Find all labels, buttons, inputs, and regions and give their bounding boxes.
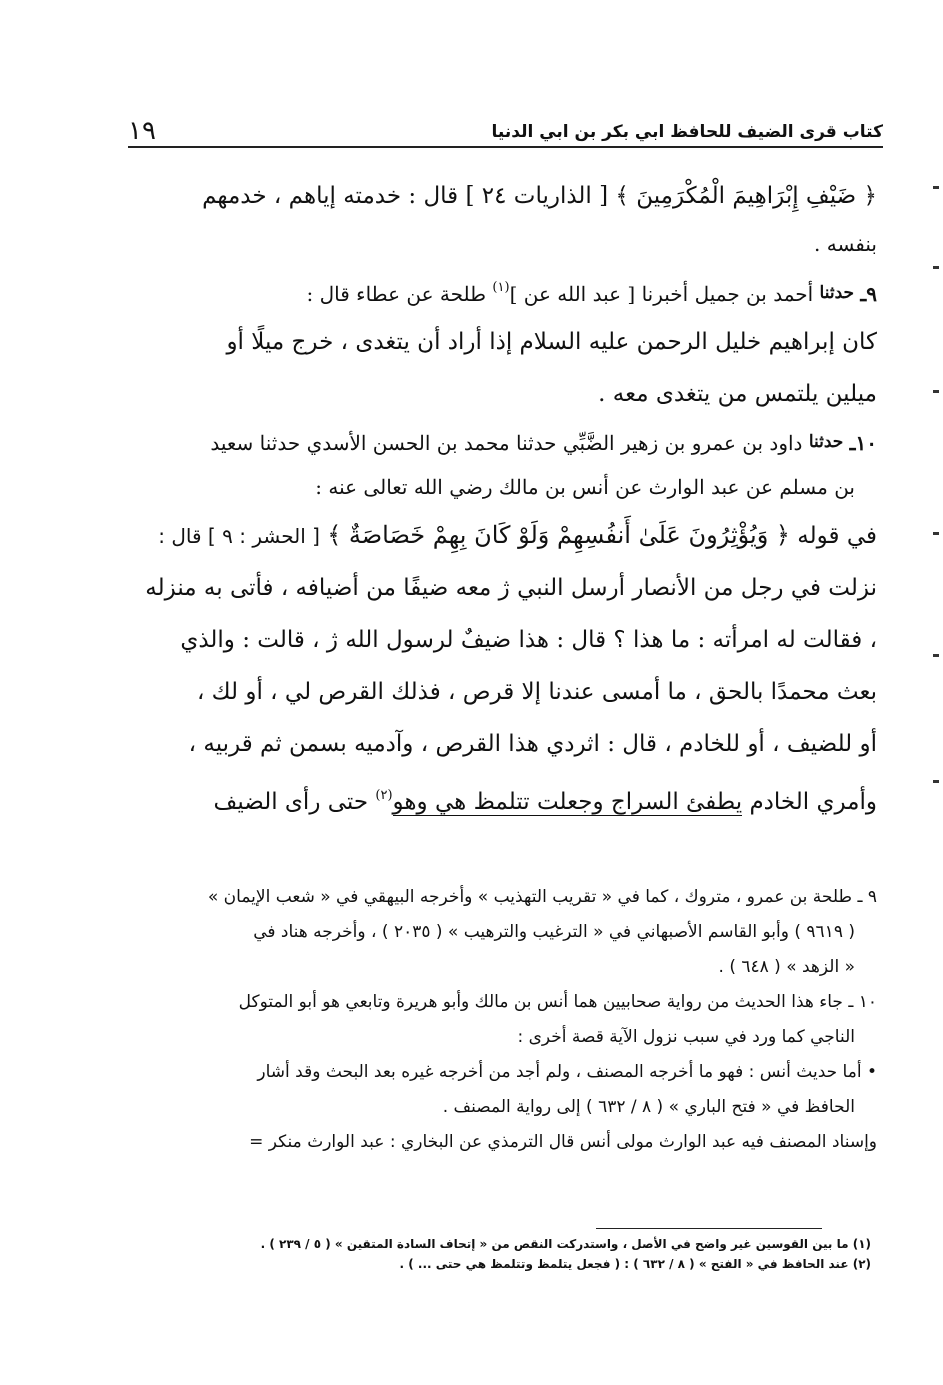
text-fragment: وأمري الخادم — [749, 789, 877, 815]
note-line: ١٠ ـ جاء هذا الحديث من رواية صحابيين هما أنس بن مالك وأبو هريرة وتابعي هو أبو المتوكل — [238, 992, 877, 1012]
text-line: ميلين يلتمس من يتغدى معه . — [598, 381, 877, 407]
footnotes — [260, 1234, 871, 1274]
scan-mark — [933, 390, 939, 393]
text-line: نزلت في رجل من الأنصار أرسل النبي ژ معه ضيفًا من أضيافه ، فأتى به منزله — [145, 575, 877, 601]
text-line: ﴿ ضَيْفِ إِبْرَاهِيمَ الْمُكْرَمِينَ ﴾ [ الذاريات ٢٤ ] قال : خدمته إياهم ، خدمهم — [202, 183, 877, 209]
haddathana-word: حدثنا — [808, 432, 844, 452]
text-fragment: في قوله — [797, 523, 877, 549]
hadith-number: ٩ـ — [860, 282, 877, 306]
footnote-ref: (١) — [492, 280, 510, 295]
text-line: كان إبراهيم خليل الرحمن عليه السلام إذا أراد أن يتغدى ، خرج ميلًا أو — [226, 329, 877, 355]
hadith-10-header — [128, 420, 877, 465]
commentary-notes — [128, 880, 877, 1160]
scan-mark — [933, 654, 939, 657]
scan-mark — [933, 780, 939, 783]
text-line: بنفسه . — [814, 232, 877, 256]
scan-mark — [933, 186, 939, 189]
page-number: ١٩ — [128, 116, 156, 146]
note-line: ٩ ـ طلحة بن عمرو ، متروك ، كما في « تقريب التهذيب » وأخرجه البيهقي في « شعب الإيمان » — [207, 887, 877, 907]
haddathana-word: حدثنا — [819, 283, 855, 303]
scan-mark — [933, 266, 939, 269]
footnote-1: (١) ما بين القوسين غير واضح في الأصل ، واستدركت النقص من « إتحاف السادة المتقين » ( ٥ / ٢٣٩ ) . — [260, 1237, 871, 1251]
footnote-ref: (٢) — [375, 788, 393, 803]
note-line: ( ٩٦١٩ ) وأبو القاسم الأصبهاني في « الترغيب والترهيب » ( ٢٠٣٥ ) ، وأخرجه هناد في — [253, 922, 855, 942]
note-line: • أما حديث أنس : فهو ما أخرجه المصنف ، ولم أجد من أخرجه غيره بعد البحث وقد أشار — [257, 1062, 877, 1082]
isnad-text: أحمد بن جميل أخبرنا [ عبد الله عن ] — [509, 282, 814, 306]
scan-mark — [933, 532, 939, 535]
note-line: « الزهد » ( ٦٤٨ ) . — [718, 957, 855, 977]
main-text — [128, 170, 877, 828]
running-header — [128, 112, 883, 148]
text-line: بن مسلم عن عبد الوارث عن أنس بن مالك رضي الله تعالى عنه : — [315, 475, 855, 499]
text-fragment: حتى رأى الضيف — [213, 789, 369, 815]
note-line: وإسناد المصنف فيه عبد الوارث مولى أنس قال الترمذي عن البخاري : عبد الوارث منكر = — [249, 1132, 877, 1152]
quran-verse: ﴿ وَيُؤْثِرُونَ عَلَىٰ أَنفُسِهِمْ وَلَوْ كَانَ بِهِمْ خَصَاصَةٌ ﴾ — [327, 521, 790, 549]
note-line: الحافظ في « فتح الباري » ( ٨ / ٦٣٢ ) إلى رواية المصنف . — [442, 1097, 855, 1117]
underlined-text: يطفئ السراج وجعلت تتلمظ هي وهو — [392, 789, 743, 815]
text-line: ، فقالت له امرأته : ما هذا ؟ قال : هذا ضيفٌ لرسول الله ژ ، قالت : والذي — [180, 627, 877, 653]
footnote-separator — [596, 1228, 822, 1229]
text-line: بعث محمدًا بالحق ، ما أمسى عندنا إلا قرص ، فذلك القرص لي ، أو لك ، — [196, 679, 877, 705]
footnote-2: (٢) عند الحافظ في « الفتح » ( ٨ / ٦٣٢ ) : ( فجعل يتلمظ وتتلمظ هي حتى ... ) . — [399, 1257, 871, 1271]
book-title: كتاب قرى الضيف للحافظ ابي بكر بن ابي الدنيا — [491, 122, 883, 142]
text-line — [128, 770, 877, 828]
hadith-number: ١٠ـ — [849, 431, 877, 455]
quran-line — [128, 509, 877, 562]
hadith-9-header — [128, 266, 877, 316]
verse-reference: [ الحشر : ٩ ] قال : — [158, 524, 320, 548]
text-line: أو للضيف ، أو للخادم ، قال : اثردي هذا القرص ، وآدميه بسمن ثم قربيه ، — [188, 731, 877, 757]
isnad-text: طلحة عن عطاء قال : — [306, 282, 487, 306]
note-line: الناجي كما ورد في سبب نزول الآية قصة أخرى : — [517, 1027, 855, 1047]
isnad-text: داود بن عمرو بن زهير الضَّبِّي حدثنا محمد بن الحسن الأسدي حدثنا سعيد — [210, 431, 803, 455]
